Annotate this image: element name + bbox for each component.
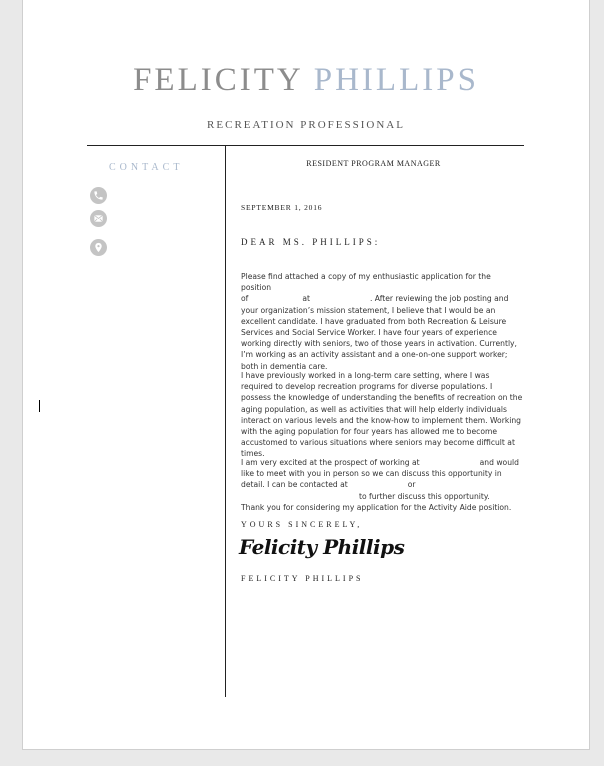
email-icon [90, 210, 107, 227]
p3-line4: to further discuss this opportunity. [359, 491, 490, 501]
letter-date: SEPTEMBER 1, 2016 [241, 203, 323, 212]
signed-name: FELICITY PHILLIPS [241, 574, 364, 583]
location-icon [90, 239, 107, 256]
p1-line2: of at . After reviewing the job posting and [241, 294, 509, 304]
phone-icon [90, 187, 107, 204]
vertical-divider [225, 145, 226, 697]
last-name: PHILLIPS [313, 62, 479, 98]
closing: YOURS SINCERELY, [241, 520, 363, 529]
contact-heading: CONTACT [109, 162, 184, 173]
paragraph-1 [241, 271, 523, 372]
salutation: DEAR MS. PHILLIPS: [241, 237, 381, 247]
document-page [22, 0, 590, 750]
signature: Felicity Phillips [239, 535, 405, 559]
paragraph-2: I have previously worked in a long-term care setting, where I was required to develop recreation programs for diverse populations. I possess the knowledge of understanding the benefits of recreation on the aging population, as well as activities that will help elderly individuals interact on various levels and the know-how to implement them. Working with the aging population for four years has allowed me to become accustomed to various situations where seniors may become difficult at times. [241, 371, 523, 459]
text-cursor [39, 400, 40, 412]
first-name: FELICITY [133, 62, 303, 98]
p1-line1: Please find attached a copy of my enthusiastic application for the position [241, 272, 491, 293]
horizontal-divider [87, 145, 524, 146]
p3-line5: Thank you for considering my application for the Activity Aide position. [241, 502, 512, 512]
professional-title: RECREATION PROFESSIONAL [207, 119, 405, 131]
p1-rest: your organization’s mission statement, I believe that I would be an excellent candidate. I have graduated from both Recreation & Leisure Services and Social Service Worker. I have four years of experience working directly with seniors, two of those years in activation. Currently, I’m working as an activity assistant and a one-on-one support worker; both in dementia care. [241, 305, 517, 371]
p3-line2: like to meet with you in person so we can discuss this opportunity in [241, 469, 502, 479]
paragraph-3 [241, 457, 523, 513]
p3-line3: detail. I can be contacted at or [241, 480, 416, 490]
p3-line1: I am very excited at the prospect of working at and would [241, 458, 519, 467]
position-heading: RESIDENT PROGRAM MANAGER [306, 159, 441, 168]
resume-name [23, 62, 589, 99]
